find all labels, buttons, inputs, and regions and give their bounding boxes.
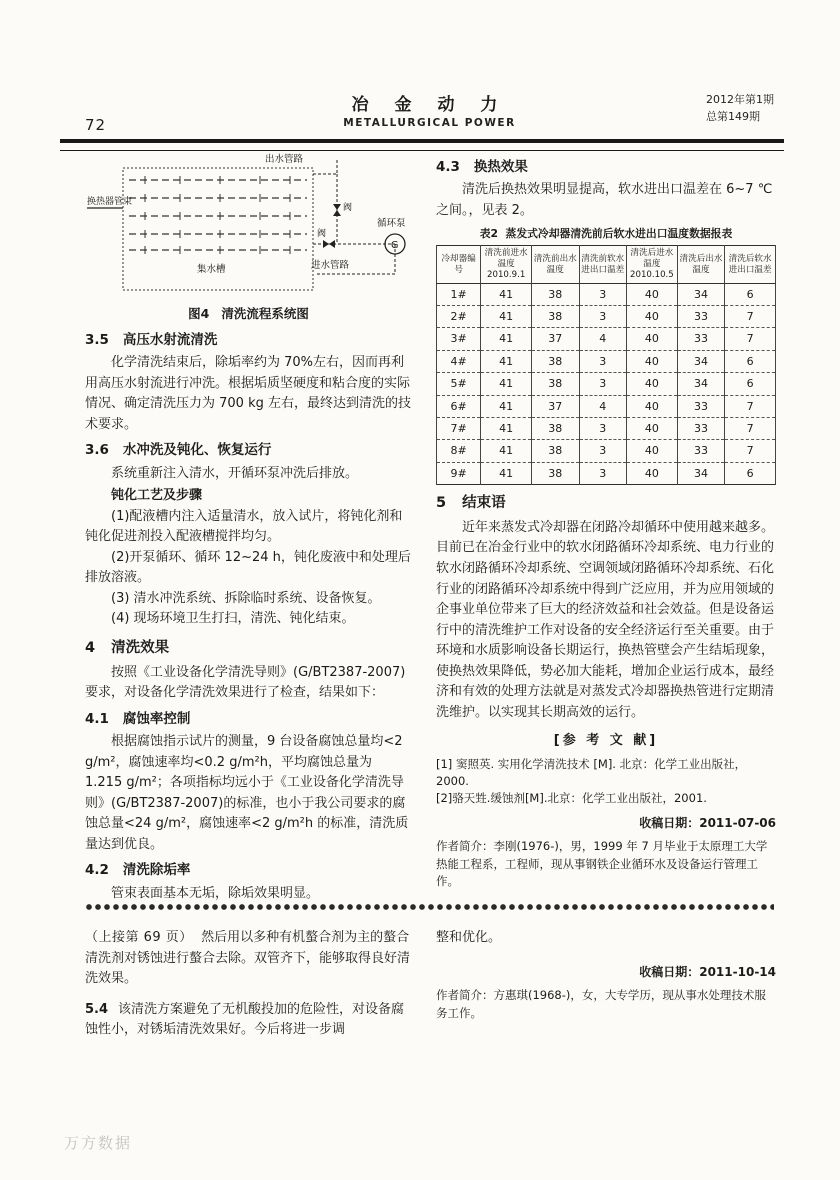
continuation-body: 然后用以多种有机螯合剂为主的螯合清洗剂对锈蚀进行螯合去除。双管齐下，能够取得良好清洗效果。 (85, 930, 411, 987)
table-cell: 3 (579, 350, 627, 372)
table-cell: 6 (725, 283, 776, 305)
section-4-1-body: 根据腐蚀指示试片的测量，9 台设备腐蚀总量均<2 g/m²，腐蚀速率均<0.2 g/m²h，平均腐蚀总量为 1.215 g/m²；各项指标均远小于《工业设备化学清洗导则》(G/BT2387-2007)的标准，也小于我公司要求的腐蚀总量<24 g/m²，腐蚀速率<2 g/m²h 的标准，清洗质量达到优良。 (85, 734, 409, 852)
figure-caption-text: 清洗流程系统图 (221, 306, 309, 321)
label-left-device: 换热器管束 (87, 197, 133, 207)
section-4-1-number: 4.1 (85, 710, 109, 727)
label-tank: 集水槽 (197, 264, 226, 275)
page-number: 72 (85, 116, 107, 134)
section-4-3-number: 4.3 (436, 159, 460, 175)
table-cell: 7 (725, 440, 776, 462)
table-cell: 38 (532, 462, 580, 484)
table-cell: 7 (725, 395, 776, 417)
table-cell: 33 (677, 395, 725, 417)
table-cell: 40 (627, 373, 678, 395)
continued-from-label: （上接第 69 页） (85, 930, 193, 945)
table-row (437, 373, 776, 395)
section-4-2-number: 4.2 (85, 862, 109, 879)
table-caption-number: 表2 (479, 227, 499, 241)
section-4-2-heading (85, 860, 412, 881)
table-cell: 41 (481, 350, 532, 372)
main-columns (85, 152, 776, 904)
continuation-author-bio: 作者简介：方惠琪(1968-)，女，大专学历，现从事水处理技术服务工作。 (436, 988, 766, 1020)
cleaning-system-diagram (85, 152, 412, 302)
table-cell: 41 (481, 440, 532, 462)
table-cell: 8# (437, 440, 481, 462)
section-5-heading (436, 492, 776, 515)
continuation-tail: 整和优化。 (436, 930, 502, 945)
table-cell: 41 (481, 462, 532, 484)
table-row (437, 350, 776, 372)
label-valve-lower: 阀 (317, 229, 327, 239)
table-cell: 34 (677, 283, 725, 305)
author-bio: 作者简介：李刚(1976-)，男，1999 年 7 月毕业于太原理工大学热能工程系，工程师，现从事钢铁企业循环水及设备运行管理工作。 (436, 839, 768, 888)
continuation-paragraph (85, 928, 412, 990)
table-cell: 40 (627, 350, 678, 372)
right-column (436, 152, 776, 904)
table-cell: 38 (532, 350, 580, 372)
table-cell: 2# (437, 306, 481, 328)
table-cell: 33 (677, 417, 725, 439)
table-cell: 7 (725, 417, 776, 439)
passivation-step-1: (1)配液槽内注入适量清水，放入试片，将钝化剂和钝化促进剂投入配液槽搅拌均匀。 (85, 508, 403, 545)
table-row (437, 306, 776, 328)
table-cell: 5# (437, 373, 481, 395)
table-cell: 34 (677, 373, 725, 395)
passivation-step-4: (4) 现场环境卫生打扫，清洗、钝化结束。 (111, 611, 355, 627)
table-cell: 4 (579, 395, 627, 417)
issue-info (706, 92, 774, 125)
table-cell: 33 (677, 328, 725, 350)
table-cell: 3 (579, 373, 627, 395)
table-cell: 38 (532, 283, 580, 305)
table-cell: 7# (437, 417, 481, 439)
table-header-cell: 冷却器编号 (437, 246, 481, 283)
table-cell: 38 (532, 440, 580, 462)
section-5-4-number: 5.4 (85, 1001, 109, 1017)
label-top-pipe: 出水管路 (265, 154, 304, 165)
passivation-step-3: (3) 清水冲洗系统、拆除临时系统、设备恢复。 (111, 590, 381, 606)
label-bottom-pipe: 进水管路 (311, 260, 350, 271)
table-cell: 3 (579, 440, 627, 462)
journal-title-cn: 冶 金 动 力 (351, 95, 508, 115)
table-cell: 6 (725, 350, 776, 372)
figure-caption-number: 图4 (188, 306, 210, 321)
section-4-1-title: 腐蚀率控制 (122, 710, 191, 727)
table-cell: 7 (725, 306, 776, 328)
section-divider (85, 903, 774, 912)
section-3-6-heading (85, 440, 412, 461)
table-cell: 34 (677, 462, 725, 484)
reference-item-2: [2]骆天甡.缓蚀剂[M].北京：化学工业出版社，2001. (436, 791, 707, 806)
section-3-5-body: 化学清洗结束后，除垢率约为 70%左右，因而再利用高压水射流进行冲洗。根据垢质坚硬度和粘合度的实际情况、确定清洗压力为 700 kg 左右，最终达到清洗的技术要求。 (85, 355, 411, 432)
table-cell: 40 (627, 328, 678, 350)
left-column (85, 152, 412, 904)
table-row (437, 462, 776, 484)
issue-line-1: 2012年第1期 (706, 93, 774, 106)
table-cell: 3# (437, 328, 481, 350)
figure-4 (85, 152, 412, 324)
table-cell: 4 (579, 328, 627, 350)
table-cell: 33 (677, 306, 725, 328)
table-head (437, 246, 776, 283)
table-cell: 6 (725, 373, 776, 395)
table-row (437, 417, 776, 439)
section-3-5-number: 3.5 (85, 331, 109, 348)
table-cell: 38 (532, 417, 580, 439)
table-cell: 1# (437, 283, 481, 305)
section-5-4-body: 该清洗方案避免了无机酸投加的危险性，对设备腐蚀性小，对锈垢清洗效果好。今后将进一步调 (85, 1001, 405, 1038)
received-date: 收稿日期：2011-07-06 (639, 815, 776, 830)
passivation-step-2: (2)开泵循环、循环 12~24 h，钝化废液中和处理后排放溶液。 (85, 549, 411, 586)
table-cell: 40 (627, 440, 678, 462)
temperature-data-table (436, 245, 776, 485)
issue-line-2: 总第149期 (706, 109, 760, 123)
table-cell: 41 (481, 328, 532, 350)
table-row (437, 440, 776, 462)
section-4-number: 4 (85, 639, 96, 656)
table-body (437, 283, 776, 484)
continuation-left-column (85, 928, 412, 1041)
section-4-2-title: 清洗除垢率 (122, 862, 191, 879)
table-caption-text: 蒸发式冷却器清洗前后软水进出口温度数据报表 (505, 227, 733, 241)
section-4-title: 清洗效果 (111, 639, 170, 656)
page-header (85, 90, 774, 136)
table-cell: 41 (481, 373, 532, 395)
table-cell: 38 (532, 306, 580, 328)
table-cell: 3 (579, 306, 627, 328)
table-cell: 40 (627, 417, 678, 439)
table-cell: 7 (725, 328, 776, 350)
section-3-6-title: 水冲洗及钝化、恢复运行 (122, 442, 272, 459)
table-cell: 6# (437, 395, 481, 417)
header-rule (60, 139, 784, 151)
table-cell: 40 (627, 395, 678, 417)
table-cell: 3 (579, 462, 627, 484)
section-4-heading (85, 637, 412, 660)
continuation-received-date: 收稿日期：2011-10-14 (639, 964, 776, 979)
passivation-subheading: 钝化工艺及步骤 (111, 488, 203, 504)
table-cell: 3 (579, 417, 627, 439)
table-cell: 41 (481, 417, 532, 439)
wanfang-watermark: 万方数据 (64, 1134, 133, 1152)
figure-caption (85, 304, 412, 324)
table-cell: 38 (532, 373, 580, 395)
section-4-2-body: 管束表面基本无垢，除垢效果明显。 (111, 885, 320, 901)
section-5-4-paragraph (85, 1000, 412, 1041)
table-cell: 41 (481, 395, 532, 417)
section-4-1-heading (85, 709, 412, 730)
continuation-right-column (436, 928, 776, 1041)
table-row (437, 283, 776, 305)
section-3-6-body: 系统重新注入清水，开循环泵冲洗后排放。 (111, 465, 359, 481)
table-caption (436, 225, 776, 242)
table-header-row (437, 246, 776, 283)
label-pump: 循环泵 (377, 218, 406, 229)
journal-title-en: METALLURGICAL POWER (343, 117, 516, 129)
section-5-number: 5 (436, 495, 447, 512)
table-cell: 37 (532, 395, 580, 417)
section-3-5-heading (85, 330, 412, 351)
table-row (437, 395, 776, 417)
table-cell: 3 (579, 283, 627, 305)
table-cell: 4# (437, 350, 481, 372)
table-header-cell: 清洗前软水进出口温差 (579, 246, 627, 283)
reference-item-1: [1] 窦照英. 实用化学清洗技术 [M]. 北京：化学工业出版社，2000. (436, 756, 747, 789)
label-valve-upper: 阀 (343, 203, 353, 213)
journal-title (85, 90, 774, 129)
table-cell: 33 (677, 440, 725, 462)
section-3-5-title: 高压水射流清洗 (122, 331, 218, 348)
table-cell: 6 (725, 462, 776, 484)
section-5-body: 近年来蒸发式冷却器在闭路冷却循环中使用越来越多。目前已在冶金行业中的软水闭路循环冷却系统、电力行业的软水闭路循环冷却系统、空调领域闭路循环冷却系统、石化行业的闭路循环冷却系统中得到广泛应用，并为应用领域的企事业单位带来了巨大的经济效益和社会效益。但是设备运行中的清洗维护工作对设备的安全经济运行至关重要。由于环境和水质影响设备长期运行，换热管壁会产生结垢现象，使换热效果降低，势必加大能耗，增加企业运行成本，最经济和有效的处理方法就是对蒸发式冷却器换热管进行定期清洗维护。以实现其长期高效的运行。 (436, 519, 775, 720)
table-cell: 41 (481, 283, 532, 305)
table-header-cell: 清洗后软水进出口温差 (725, 246, 776, 283)
table-cell: 40 (627, 283, 678, 305)
table-cell: 34 (677, 350, 725, 372)
table-cell: 40 (627, 462, 678, 484)
table-cell: 37 (532, 328, 580, 350)
section-3-6-number: 3.6 (85, 442, 109, 459)
table-cell: 41 (481, 306, 532, 328)
section-4-3-title: 换热效果 (473, 159, 528, 175)
section-5-title: 结束语 (462, 495, 506, 512)
table-header-cell: 清洗后进水温度2010.10.5 (627, 246, 678, 283)
table-header-cell: 清洗后出水温度 (677, 246, 725, 283)
table-header-cell: 清洗前进水温度2010.9.1 (481, 246, 532, 283)
section-4-body: 按照《工业设备化学清洗导则》(G/BT2387-2007)要求，对设备化学清洗效果进行了检查，结果如下： (85, 664, 406, 701)
references-heading: [参 考 文 献] (553, 733, 659, 749)
pump-letter: G (391, 240, 399, 251)
section-4-3-body: 清洗后换热效果明显提高，软水进出口温差在 6~7 ℃之间。，见表 2。 (436, 182, 773, 218)
table-cell: 40 (627, 306, 678, 328)
table-cell: 9# (437, 462, 481, 484)
continuation-block (85, 928, 776, 1041)
section-4-3-heading (436, 157, 776, 178)
table-header-cell: 清洗前出水温度 (532, 246, 580, 283)
table-row (437, 328, 776, 350)
